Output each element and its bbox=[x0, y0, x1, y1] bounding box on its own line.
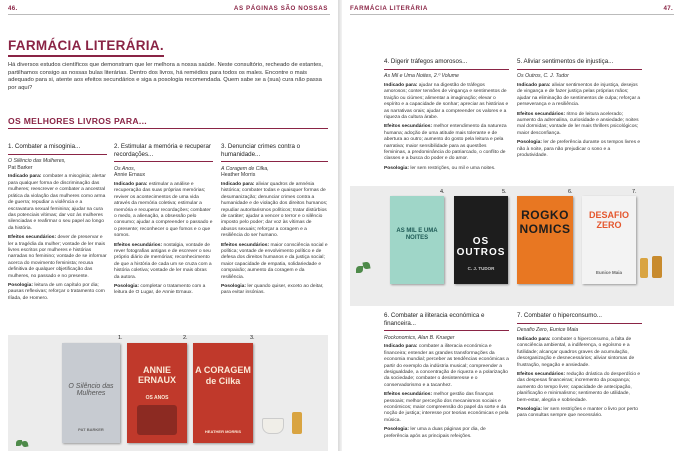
title-underline bbox=[8, 55, 164, 57]
dosage: Posologia: ler uma a duas páginas por dia, de preferência após as principais refeições. bbox=[384, 427, 486, 439]
book-number: 5. bbox=[502, 189, 507, 195]
book-cover-2: ANNIE ERNAUX OS ANOS bbox=[127, 343, 187, 443]
indications: Indicado para: combater a misoginia; alertar para qualquer forma de discriminação das mulheres; reescrever e combater a ancestral prática da violação das mulheres como arma de guerra; repudiar a violência e a escravatura sexual feminina; ajudar na cura das potenciais vítimas; dar voz às mulheres silenciadas e reafirmar o seu papel ao longo da história. bbox=[8, 174, 106, 231]
dosage: Posologia: ler sem restrições, ou mil e uma noites. bbox=[384, 165, 496, 171]
indications: Indicado para: aliviar quadros de amnésia histórica; combater todas e quaisquer formas de desumanização; denunciar crimes contra a humanidade e de violação dos direitos humanos; repudiar autoritarismos políticos; tratar distúrbios de caráter; ajudar a vencer o terror e o silêncio imposto pelo poder; dar voz às vítimas de abusos sexuais; reforçar a coragem e a resiliência do ser humano. bbox=[221, 181, 328, 239]
section-rule bbox=[8, 128, 328, 129]
book-author: Pat Barker bbox=[8, 164, 33, 171]
book-number: 3. bbox=[250, 335, 255, 341]
remedy-column-2 bbox=[114, 143, 213, 300]
indications: Indicado para: combater a iliteracia económica e financeira; entender as grandes transformações da economia mundial; perceber as tendências económicas a partir do exemplo da indústria musical; compreender a desigualdade, a concentração de riqueza e a polarização da sociedade; combater o desinteresse e o conservadorismo e a tacanhez. bbox=[384, 344, 509, 388]
side-effects: Efeitos secundários: melhor entendimento da natureza humana; adoção de uma atitude mais tolerante e de abertura ao outro; aumento do gosto pela leitura e pela narrativa; maior sensibilidade para as questões femininas, a predominância do patriarcado, o conflito de classes e a busca do poder e do amor. bbox=[384, 124, 507, 162]
remedy-heading: 2. Estimular a memória e recuperar recordações... bbox=[114, 143, 211, 158]
side-effects: Efeitos secundários: nostalgia, vontade de rever fotografias antigas e de escrever o seu próprio diário de memórias; reconhecimento de que a história de cada um se cruza com a história coletiva; vontade de ler mais obras da autora. bbox=[114, 242, 212, 280]
bottle-icon bbox=[640, 258, 648, 278]
running-header: FARMÁCIA LITERÁRIA bbox=[350, 5, 428, 12]
remedy-heading: 5. Aliviar sentimentos de injustiça... bbox=[517, 58, 614, 65]
right-page bbox=[342, 0, 683, 451]
running-header: AS PÁGINAS SÃO NOSSAS bbox=[233, 5, 328, 12]
book-cover-3: A CORAGEM de Cilka HEATHER MORRIS bbox=[193, 343, 253, 443]
article-title: FARMÁCIA LITERÁRIA. bbox=[8, 38, 164, 53]
remedy-rule bbox=[384, 330, 509, 331]
side-effects: Efeitos secundários: dever de preservar e ler a tragédia da mulher; vontade de ler mais livres escritos por mulheres e histórias narradas no feminino; vontade de se informar acerca do movimento feminista; recusa definitiva de qualquer objetificação das mulheres, no passado e no presente. bbox=[8, 235, 107, 279]
remedy-heading: 3. Denunciar crimes contra o humanidade... bbox=[221, 143, 301, 158]
dosage: Posologia: ler de preferência durante os tempos livres e não à noite, para não prejudicar o sono e a produtividade. bbox=[517, 140, 641, 158]
book-title: A Coragem de Cilka, bbox=[221, 165, 269, 172]
book-number: 4. bbox=[440, 189, 445, 195]
remedy-rule bbox=[517, 323, 642, 324]
book-cover-6: ROGKONOMICS bbox=[517, 196, 573, 284]
remedy-rule bbox=[517, 69, 642, 70]
indications: Indicado para: ajudar na digestão de tráfegos amorosos; conter tensões de vingança e sentimentos de traição ou ciúmes; alimentar a imaginação; elevar o espírito e a capacidade de sonhar; apreciar as histórias e as narrativas orais; ajudar a compreender os valores e a riqueza da cultura árabe. bbox=[384, 82, 509, 120]
side-effects: Efeitos secundários: melhor gestão das finanças pessoais; melhor perceção dos mecanismos sociais e económicos; maior compreensão do papel da sorte e da noção de justiça; interesse por teorias económicas e pela música. bbox=[384, 392, 509, 423]
remedy-heading: 4. Digerir tráfegos amorosos... bbox=[384, 58, 468, 65]
book-number: 2. bbox=[183, 335, 188, 341]
remedy-rule bbox=[384, 69, 509, 70]
book-title: Os Anos, bbox=[114, 165, 136, 172]
dosage: Posologia: completar o tratamento com a leitura de O Lugar, de Annie Ernaux. bbox=[114, 284, 206, 296]
remedy-rule bbox=[221, 161, 328, 162]
section-title: OS MELHORES LIVROS PARA... bbox=[8, 116, 147, 126]
book-title: Desafio Zero, Eunice Maia bbox=[517, 327, 579, 334]
plant-icon bbox=[16, 440, 30, 448]
remedy-column-3 bbox=[221, 143, 328, 300]
book-number: 1. bbox=[118, 335, 123, 341]
book-title: Rockonomics, Alan B. Krueger bbox=[384, 334, 455, 341]
indications: Indicado para: combater o hiperconsumo, a falta de consciência ambiental, a indiferença, o egoísmo e a futilidade; alcançar quadros graves de acumulação, desorganização e desnecessários; aliviar sintomas de frustração, negação e ansiedade. bbox=[517, 336, 635, 368]
book-author: Annie Ernaux bbox=[114, 172, 146, 179]
book-title: O Silêncio das Mulheres, bbox=[8, 158, 66, 165]
dosage: Posologia: ler quando quiser, exceto ao deitar, para evitar insónias. bbox=[221, 284, 324, 296]
book-number: 7. bbox=[632, 189, 637, 195]
book-cover-7: DESAFIO ZERO Eunice Maia bbox=[582, 196, 636, 284]
remedy-rule bbox=[8, 154, 107, 155]
left-page bbox=[0, 0, 338, 451]
intro-paragraph: Há diversos estudos científicos que demonstram que ler melhora a nossa saúde. Neste consultório, recheado de estantes, partilhamos consigo as nossas bulas literárias. Dentro dos livros, há remédios para todos os males. Encontre o mais adequado para si, atente aos efeitos secundários e siga a posologia recomendada. Quem sabe se a (sua) cura não passa por aqui? bbox=[8, 62, 323, 91]
remedy-column-6 bbox=[384, 312, 509, 443]
bottle-icon bbox=[652, 256, 662, 278]
remedy-heading: 1. Combater a misoginia... bbox=[8, 143, 81, 150]
remedy-column-1 bbox=[8, 143, 107, 305]
bottle-icon bbox=[292, 412, 302, 434]
book-cover-5: OS OUTROS C. J. TUDOR bbox=[454, 196, 508, 284]
page-number: 46. bbox=[8, 5, 18, 12]
indications: Indicado para: estimular a análise e recuperação das suas próprias memórias; reviver os acontecimentos de uma vida através da memória coletiva; estimular a memória e recuperar recordações; combater o medo, a alienação, a obsessão pelo consumo; ajudar a compreender o passado e o presente; reconhecer o que fomos e o que somos. bbox=[114, 181, 213, 239]
indications: Indicado para: aliviar sentimentos de injustiça, desejos de vingança e de fazer justiça pelas próprias mãos; ajudar na eliminação de sentimentos de culpa; reforçar a perseverança e a resiliência. bbox=[517, 82, 641, 108]
book-title: As Mil e Uma Noites, 2.º Volume bbox=[384, 73, 459, 80]
remedy-column-5 bbox=[517, 58, 642, 162]
mortar-icon bbox=[262, 418, 284, 434]
plant-icon bbox=[356, 262, 374, 276]
book-cover-1: O Silêncio das Mulheres PAT BARKER bbox=[62, 343, 120, 443]
book-title: Os Outros, C. J. Tudor bbox=[517, 73, 569, 80]
remedy-column-4 bbox=[384, 58, 509, 175]
header-rule bbox=[350, 14, 674, 15]
side-effects: Efeitos secundários: redução drástica do desperdício e das despesas financeiras; incremento da poupança; aumento do tempo livre; capacidade de antecipação, planificação e minimalismo; sentimento de utilidade, bem-estar, alegria e sobriedade. bbox=[517, 371, 641, 403]
remedy-heading: 7. Combater o hiperconsumo... bbox=[517, 312, 602, 319]
book-cover-4: AS MIL E UMA NOITES bbox=[390, 196, 444, 284]
remedy-heading: 6. Combater a iliteracia económica e financeira... bbox=[384, 312, 485, 327]
book-author: Heather Morris bbox=[221, 172, 256, 179]
remedy-rule bbox=[114, 161, 213, 162]
page-number: 47. bbox=[663, 5, 673, 12]
dosage: Posologia: ler sem restrições e manter o livro por perto para consultas sempre que necessário. bbox=[517, 406, 638, 419]
dosage: Posologia: leitura de um capítulo por dia; pausas reflexivas; reforçar o tratamento com Ilíada, de Homero. bbox=[8, 282, 105, 301]
header-rule bbox=[8, 14, 330, 15]
side-effects: Efeitos secundários: ritmo de leitura acelerado; aumento da adrenalina, curiosidade e ansiedade; noites mal dormidas; vontade de ler mais thrillers psicológicos; maior desconfiança. bbox=[517, 111, 639, 136]
side-effects: Efeitos secundários: maior consciência social e política; vontade de envolvimento político e de defesa dos direitos humanos e da justiça social; maior capacidade de empatia, solidariedade e compaixão; aumento da coragem e da resiliência. bbox=[221, 242, 328, 280]
book-number: 6. bbox=[568, 189, 573, 195]
remedy-column-7 bbox=[517, 312, 642, 423]
